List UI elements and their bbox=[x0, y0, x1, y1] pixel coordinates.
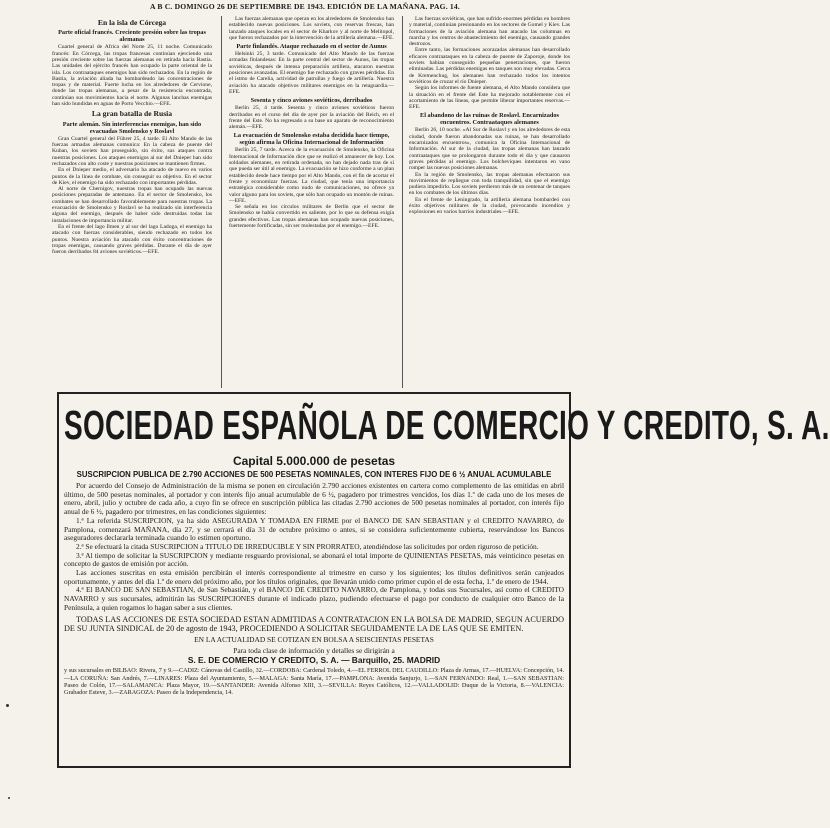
column-2 bbox=[229, 16, 394, 388]
ad-bank-address: S. E. DE COMERCIO Y CREDITO, S. A. — Barquillo, 25. MADRID bbox=[187, 655, 441, 666]
article-paragraph: Helsinki 25, 3 tarde. Comunicado del Alto Mando de las fuerzas armadas finlandesas: En la parte central del sector de Aunus, las tropas soviéticas, después de intensa preparación artillera, atacaron nuestras posiciones avanzadas. El enemigo fue rechazado con graves pérdidas. En el istmo de Carelia, actividad de patrullas y fuego de artillería. Nuestra aviación ha atacado objetivos militares enemigos en la retaguardia.—EFE. bbox=[229, 51, 394, 95]
article-paragraph: En la región de Smolensko, las tropas alemanas efectuaron sus movimientos de repliegue con toda tranquilidad, sin que el enemigo pudiera impedirlo. Los soviets perdieron más de un centenar de tanques en los combates de los últimos días. bbox=[409, 171, 570, 197]
ad-title: SOCIEDAD ESPAÑOLA DE COMERCIO Y CREDITO, S. A. bbox=[64, 402, 830, 448]
ad-paragraph: 4.ª El BANCO DE SAN SEBASTIAN, de San Sebastián, y el BANCO DE CREDITO NAVARRO, de Pamplona, y todas sus Sucursales, así como el CREDITO NAVARRO y sus sucursales, admitirán las SUSCRIPCIONES durante el indicado plazo, pudiendo efectuarse el pago por conducto de cualquier otro Banco de la Península, a quien rogamos lo hagan saber a sus clientes. bbox=[64, 585, 564, 612]
ad-capital: Capital 5.000.000 de pesetas bbox=[232, 454, 396, 468]
headline-finlandes: Parte finlandés. Ataque rechazado en el sector de Aunus bbox=[236, 43, 387, 51]
ad-info-line: Para toda clase de información y detalles se dirigirán a bbox=[233, 646, 395, 656]
print-speck bbox=[6, 704, 9, 707]
article-paragraph: Gran Cuartel general del Führer 25, 4 tarde. El Alto Mando de las fuerzas armadas alemanas comunica: En la cabeza de puente del Kuban, los soviets han proseguido, sin éxito, sus ataques contra nuestras posiciones. Los ataques enemigos al sur del Dnieper han sido rechazados con alto coste y nuestras posiciones se mantienen firmes. bbox=[52, 135, 212, 167]
subhead-corcega: Parte oficial francés. Creciente presión sobre las tropas alemanas bbox=[58, 29, 206, 44]
column-rule bbox=[402, 16, 403, 388]
article-paragraph: En el frente del lago Ilmen y al sur del lago Ladoga, el enemigo ha atacado con fuerzas considerables, siendo rechazado en todos los puntos. Nuestra aviación ha atacado con éxito concentraciones de tropas enemigas, causando graves pérdidas. Durante el día de ayer fueron derribados 84 aviones soviéticos.—EFE. bbox=[52, 223, 212, 256]
article-paragraph: Las fuerzas alemanas que operan en los alrededores de Smolensko han establecido nuevas posiciones. Los soviets, con reservas frescas, han lanzado ataques locales en el sector de Kharkov y al norte de Melitopol, que fueron rechazados por la intervención de la artillería alemana.—EFE. bbox=[229, 16, 394, 41]
article-paragraph: Berlín 25, 7 tarde. Acerca de la evacuación de Smolensko, la Oficina Internacional de Información dice que se realizó el amanecer de hoy. Los soldados alemanes, en retirada ordenada, no han dejado nada tras de sí que pueda ser útil al enemigo. La evacuación se hizo conforme a un plan establecido desde hace tiempo por el Alto Mando, con el fin de acortar el frente y economizar fuerzas. La ciudad, que tenía una importancia estratégica considerable como nudo de comunicaciones, no ofrece ya valor alguno para los soviets, que sólo han ocupado un montón de ruinas.—EFE. bbox=[229, 147, 394, 204]
article-paragraph: Cuartel general de Africa del Norte 25, 11 noche. Comunicado francés: En Córcega, las tropas francesas continúan ejerciendo una presión creciente sobre las fuerzas alemanas en retirada hacia Bastia. Las unidades del ejército francés han ocupado la parte oriental de la isla. Los contraataques enemigos han sido rechazados. En la región de Bastia, la aviación aliada ha bombardeado las concentraciones de tropas y de material. Fuerte lucha en los alrededores de Cervione, donde las tropas alemanas, a pesar de la resistencia encontrada, continúan sus movimientos hacia el norte. Algunas lanchas enemigas han sido hundidas en aguas de Porto Vecchio.—EFE. bbox=[52, 44, 212, 108]
ad-branches: y sus sucursales en BILBAO: Rivera, 7 y 9.—CADIZ: Cánovas del Castillo, 32.—CORDOBA: Cardenal Toledo, 4.—EL FERROL DEL CAUDILLO: Plaza de Armas, 17.—HUELVA: Concepción, 14.—LA CORUÑA: San Andrés, 7.—LINARES: Plaza del Ayuntamiento, 5.—MALAGA: Santa María, 17.—PAMPLONA: Avenida Sanjurjo, 1.—SAN FERNANDO: Real, 1.—SAN SEBASTIAN: Paseo de Colón, 17.—SALAMANCA: Plaza Mayor, 19.—SANTANDER: Avenida Alfonso XIII, 3.—SEVILLA: Reyes Católicos, 12.—VALLADOLID: Duque de la Victoria, 8.—VALENCIA: Grabador Esteve, 3.—ZARAGOZA: Paseo de la Independencia, 14. bbox=[64, 667, 564, 696]
ad-subtitle: SUSCRIPCION PUBLICA DE 2.790 ACCIONES DE 500 PESETAS NOMINALES, CON INTERES FIJO DE 6 ½ ANUAL ACUMULABLE bbox=[76, 470, 552, 479]
article-paragraph: Se señala en los círculos militares de Berlín que el sector de Smolensko se había convertido en saliente, por lo que su defensa exigía grandes efectivos. Las tropas alemanas han ocupado nuevas posiciones, fuertemente fortificadas, sin ser molestadas por el enemigo.—EFE. bbox=[229, 204, 394, 230]
article-paragraph: Según los informes de fuente alemana, el Alto Mando considera que la situación en el frente del Este ha mejorado notablemente con el acortamiento de las líneas, que permite liberar importantes reservas.—EFE. bbox=[409, 85, 570, 111]
print-speck bbox=[8, 797, 10, 799]
ad-price-notice: EN LA ACTUALIDAD SE COTIZAN EN BOLSA A SEISCIENTAS PESETAS bbox=[194, 635, 434, 645]
subhead-rusia: Parte alemán. Sin interferencias enemigas, han sido evacuadas Smolensko y Roslavl bbox=[62, 120, 202, 135]
ad-stock-notice: TODAS LAS ACCIONES DE ESTA SOCIEDAD ESTAN ADMITIDAS A CONTRATACION EN LA BOLSA DE MADRID, SEGUN ACUERDO DE SU JUNTA SINDICAL de 20 de agosto de 1943, PROCEDIENDO A SOLICITAR SEGUIDAMENTE LA DE LAS QUE SE EMITEN. bbox=[64, 614, 564, 633]
ad-paragraph: Las acciones suscritas en esta emisión percibirán el interés correspondiente al trimestre en curso y los siguientes; los títulos definitivos serán canjeados oportunamente, y antes del día 1.º de enero del próximo año, por los títulos originales, que llevarán unido como primer cupón el de esta fecha, 1.º de enero de 1944. bbox=[64, 568, 564, 586]
column-1 bbox=[52, 16, 212, 388]
article-paragraph: Berlín 26, 10 noche. «Al Sur de Roslavl y en los alrededores de esta ciudad, donde fueron abandonadas sus ruinas, se han desarrollado encarnizados encuentros», comunica la Oficina Internacional de Información. Al sur de la ciudad, las tropas alemanas han lanzado contraataques que se prolongaron durante todo el día y que causaron graves pérdidas al enemigo. Los bolcheviques intentaron en vano romper las nuevas posiciones alemanas. bbox=[409, 127, 570, 172]
page-header: A B C. DOMINGO 26 DE SEPTIEMBRE DE 1943. EDICIÓN DE LA MAÑANA. PAG. 14. bbox=[150, 2, 461, 11]
ad-paragraph: 1.ª La referida SUSCRIPCION, ya ha sido ASEGURADA Y TOMADA EN FIRME por el BANCO DE SAN SEBASTIAN y el CREDITO NAVARRO, de Pamplona, comenzará MAÑANA, día 27, y se cerrará el día 31 de octubre próximo o antes, si se considera suficientemente cubierta, reservándose los Bancos aseguradores declararla terminada cuando lo estimen oportuno. bbox=[64, 515, 564, 543]
column-3 bbox=[409, 16, 570, 388]
article-paragraph: Al norte de Chernigov, nuestras tropas han ocupado las nuevas posiciones preparadas de antemano. En el sector de Smolensko, los combates se han desarrollado favorablemente para nuestras tropas. La evacuación de Smolensko y Roslavl se ha realizado sin interferencia alguna del enemigo, después de haber sido destruidas todas las instalaciones de importancia militar. bbox=[52, 186, 212, 224]
headline-evacuacion: La evacuación de Smolensko estaba decidida hace tiempo, según afirma la Oficina Internacional de Información bbox=[233, 132, 390, 147]
article-paragraph: Entre tanto, las formaciones acorazadas alemanas han desarrollado eficaces contraataques en la cabeza de puente de Zaporoje, donde los soviets habían conseguido pequeñas penetraciones, que fueron eliminadas. Las pérdidas enemigas en tanques son muy elevadas. Cerca de Kremenchug, los alemanes han rechazado todos los intentos soviéticos de cruzar el río Dnieper. bbox=[409, 47, 570, 85]
article-paragraph: En el frente de Leningrado, la artillería alemana bombardeó con éxito objetivos militares de la ciudad, provocando incendios y explosiones en varios barrios industriales.—EFE. bbox=[409, 196, 570, 216]
advertisement-box bbox=[57, 392, 830, 768]
news-columns bbox=[52, 16, 570, 388]
headline-corcega: En la isla de Córcega bbox=[97, 18, 167, 27]
ad-paragraph: 3.ª Al tiempo de solicitar la SUSCRIPCION y mediante resguardo provisional, se abonará el total importe de QUINIENTAS PESETAS, más veinticinco pesetas en concepto de gastos de emisión por acción. bbox=[64, 550, 564, 569]
article-paragraph: Las fuerzas soviéticas, que han sufrido enormes pérdidas en hombres y material, continúan presionando en los sectores de Gomel y Kiev. Las formaciones de la aviación alemana han atacado las columnas en marcha y los centros de abastecimiento del enemigo, causando grandes destrozos. bbox=[409, 16, 570, 48]
ad-paragraph: Por acuerdo del Consejo de Administración de la misma se ponen en circulación 2.790 acciones existentes en cartera como complemento de las emitidas en abril último, de 500 pesetas nominales, al portador y con interés fijo anual acumulable de 6 ½, pagadero por trimestres vencidos, los días 1.º de cada uno de los meses de enero, abril, julio y octubre de cada año, a cuyo fin se ofrece en suscripción pública las citadas 2.790 acciones de 500 pesetas nominales al portador, con interés fijo anual de 6 ½, pagadero por trimestres, en las condiciones siguientes: bbox=[64, 481, 564, 517]
article-paragraph: Berlín 25, 4 tarde. Sesenta y cinco aviones soviéticos fueron derribados en el curso del día de ayer por la aviación del Reich, en el frente del Este. No ha regresado a su base un aparato de reconocimiento alemán.—EFE. bbox=[229, 105, 394, 131]
headline-aviones: Sesenta y cinco aviones soviéticos, derribados bbox=[250, 97, 373, 105]
headline-roslavl: El abandono de las ruinas de Roslavl. Encarnizados encuentros. Contraataques alemanes bbox=[420, 112, 559, 127]
headline-rusia: La gran batalla de Rusia bbox=[91, 109, 173, 119]
ad-paragraph: 2.ª Se efectuará la citada SUSCRIPCION a TITULO DE IRREDUCIBLE Y SIN PRORRATEO, atendiéndose las solicitudes por orden riguroso de petición. bbox=[76, 541, 539, 551]
article-paragraph: En el Dnieper medio, el adversario ha atacado de nuevo en varios puntos de la línea de combate, sin conseguir su objetivo. En el sector de Kiev, el enemigo ha sido rechazado con importantes pérdidas. bbox=[52, 167, 212, 186]
column-rule bbox=[221, 16, 222, 388]
